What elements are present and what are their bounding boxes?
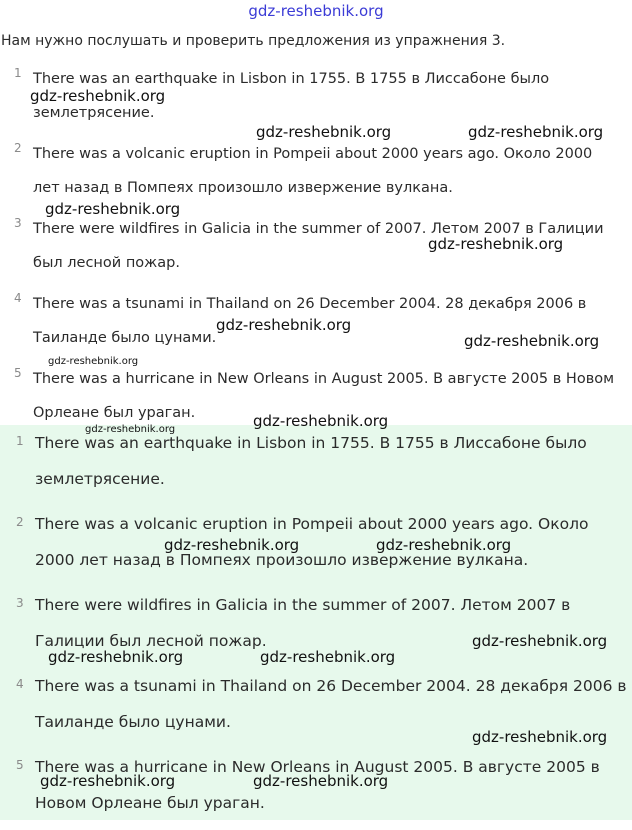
item-number: 1 bbox=[14, 66, 22, 80]
list-item bbox=[0, 425, 632, 506]
item-text: There was a tsunami in Thailand on 26 December 2004. 28 декабря 2006 в Таиланде было цунами. bbox=[35, 677, 627, 731]
item-text: There was a tsunami in Thailand on 26 December 2004. 28 декабря 2006 в Таиланде было цунами. bbox=[33, 296, 587, 346]
item-text: There was a hurricane in New Orleans in August 2005. В августе 2005 в Новом Орлеане был ураган. bbox=[35, 758, 600, 812]
watermark: gdz-reshebnik.org bbox=[464, 332, 600, 350]
watermark: gdz-reshebnik.org bbox=[164, 536, 300, 554]
watermark: gdz-reshebnik.org bbox=[260, 648, 396, 666]
item-text: There was a hurricane in New Orleans in August 2005. В августе 2005 в Новом Орлеане был ураган. bbox=[33, 371, 615, 421]
watermark: gdz-reshebnik.org bbox=[45, 200, 181, 218]
watermark: gdz-reshebnik.org bbox=[472, 728, 608, 746]
item-text: There were wildfires in Galicia in the summer of 2007. Летом 2007 в Галиции был лесной пожар. bbox=[35, 596, 571, 650]
item-text: There was a volcanic eruption in Pompeii about 2000 years ago. Около 2000 лет назад в Помпеях произошло извержение вулкана. bbox=[33, 146, 593, 196]
watermark: gdz-reshebnik.org bbox=[376, 536, 512, 554]
item-number: 2 bbox=[16, 515, 24, 529]
item-number: 5 bbox=[16, 758, 24, 772]
item-number: 4 bbox=[16, 677, 24, 691]
site-label[interactable]: gdz-reshebnik.org bbox=[248, 2, 384, 20]
answer-list bbox=[0, 425, 632, 830]
watermark: gdz-reshebnik.org bbox=[216, 316, 352, 334]
item-text: There was an earthquake in Lisbon in 1755. В 1755 в Лиссабоне было землетрясение. bbox=[33, 71, 550, 121]
item-number: 3 bbox=[16, 596, 24, 610]
watermark: gdz-reshebnik.org bbox=[253, 412, 389, 430]
list-item bbox=[0, 506, 632, 587]
item-number: 5 bbox=[14, 366, 22, 380]
item-number: 2 bbox=[14, 141, 22, 155]
watermark: gdz-reshebnik.org bbox=[253, 772, 389, 790]
watermark: gdz-reshebnik.org bbox=[472, 632, 608, 650]
item-text: There was a volcanic eruption in Pompeii about 2000 years ago. Около 2000 лет назад в Помпеях произошло извержение вулкана. bbox=[35, 515, 589, 569]
watermark: gdz-reshebnik.org bbox=[40, 772, 176, 790]
item-number: 4 bbox=[14, 291, 22, 305]
watermark: gdz-reshebnik.org bbox=[428, 235, 564, 253]
watermark: gdz-reshebnik.org bbox=[468, 123, 604, 141]
watermark: gdz-reshebnik.org bbox=[256, 123, 392, 141]
watermark: gdz-reshebnik.org bbox=[48, 356, 139, 367]
intro-text: Нам нужно послушать и проверить предложения из упражнения 3. bbox=[1, 33, 506, 49]
watermark: gdz-reshebnik.org bbox=[30, 87, 166, 105]
item-number: 1 bbox=[16, 434, 24, 448]
watermark: gdz-reshebnik.org bbox=[85, 424, 176, 435]
item-text: There were wildfires in Galicia in the summer of 2007. Летом 2007 в Галиции был лесной пожар. bbox=[33, 221, 604, 271]
item-number: 3 bbox=[14, 216, 22, 230]
watermark: gdz-reshebnik.org bbox=[48, 648, 184, 666]
item-text: There was an earthquake in Lisbon in 1755. В 1755 в Лиссабоне было землетрясение. bbox=[35, 434, 587, 488]
